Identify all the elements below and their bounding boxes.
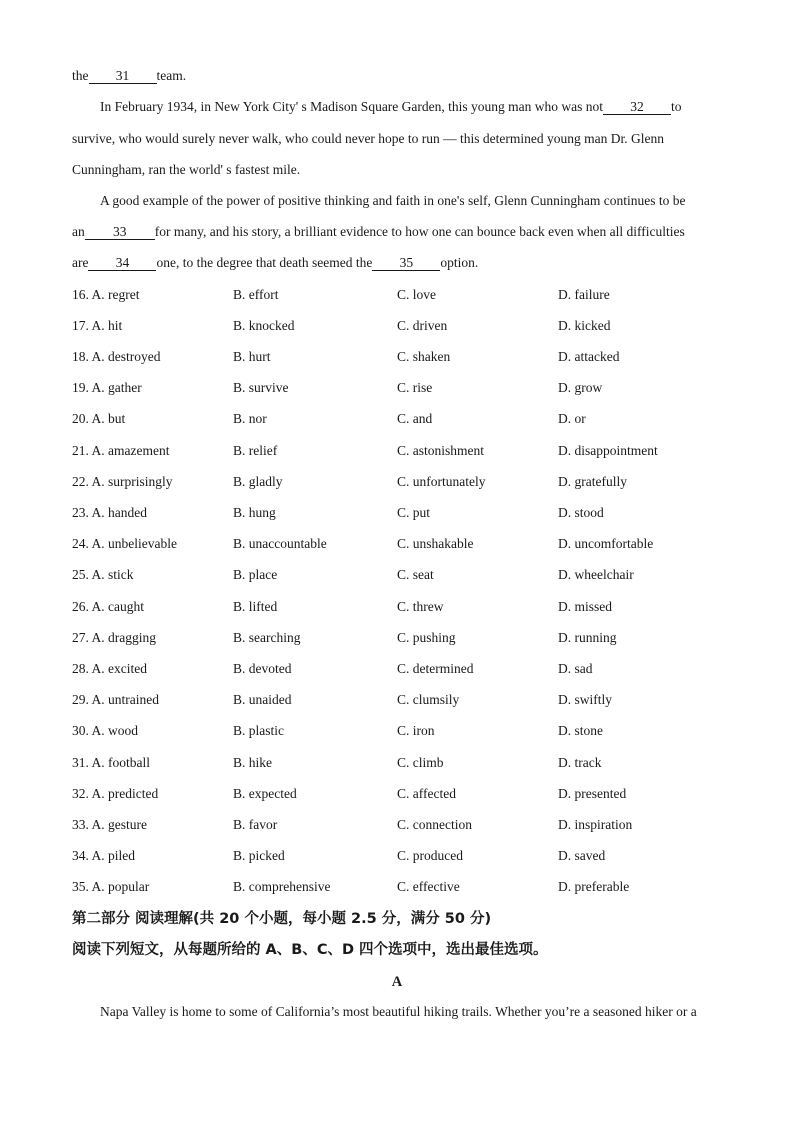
option-b: B. knocked — [233, 318, 295, 333]
option-a: 25. A. stick — [72, 567, 134, 582]
passage-line: A good example of the power of positive thinking and faith in one's self, Glenn Cunningham continues to be — [100, 193, 686, 208]
passage-line: Cunningham, ran the world' s fastest mile. — [72, 162, 301, 177]
option-b: B. expected — [233, 786, 297, 801]
option-b: B. hurt — [233, 349, 271, 364]
option-d: D. track — [558, 755, 602, 770]
option-d: D. wheelchair — [558, 567, 634, 582]
option-row — [72, 504, 732, 522]
option-row — [72, 286, 732, 304]
option-c: C. seat — [397, 567, 434, 582]
option-row — [72, 754, 732, 772]
option-a: 32. A. predicted — [72, 786, 159, 801]
option-b: B. gladly — [233, 474, 283, 489]
option-a: 24. A. unbelievable — [72, 536, 177, 551]
option-b: B. nor — [233, 411, 267, 426]
option-row — [72, 566, 732, 584]
text-fragment: are — [72, 255, 89, 270]
option-a: 23. A. handed — [72, 505, 147, 520]
text-fragment: to — [671, 99, 682, 114]
text-fragment: team. — [156, 68, 187, 83]
option-d: D. presented — [558, 786, 627, 801]
passage-line: Napa Valley is home to some of California’s most beautiful hiking trails. Whether you’re a seasoned hiker or a — [100, 1004, 697, 1019]
option-row — [72, 442, 732, 460]
answer-blank: 31 — [89, 68, 157, 84]
option-a: 22. A. surprisingly — [72, 474, 173, 489]
option-b: B. searching — [233, 630, 301, 645]
option-c: C. climb — [397, 755, 444, 770]
option-row — [72, 660, 732, 678]
option-c: C. iron — [397, 723, 435, 738]
option-a: 26. A. caught — [72, 599, 144, 614]
text-fragment: option. — [440, 255, 479, 270]
option-row — [72, 410, 732, 428]
text-fragment: the — [72, 68, 89, 83]
section-heading: 第二部分 阅读理解(共 20 个小题，每小题 2.5 分，满分 50 分) — [72, 911, 492, 927]
option-c: C. effective — [397, 879, 460, 894]
option-row — [72, 473, 732, 491]
answer-blank: 32 — [603, 99, 671, 115]
option-d: D. preferable — [558, 879, 630, 894]
option-row — [72, 348, 732, 366]
option-d: D. stone — [558, 723, 603, 738]
option-b: B. lifted — [233, 599, 278, 614]
option-row — [72, 847, 732, 865]
option-row — [72, 691, 732, 709]
option-c: C. clumsily — [397, 692, 460, 707]
option-a: 19. A. gather — [72, 380, 142, 395]
option-a: 33. A. gesture — [72, 817, 147, 832]
option-row — [72, 785, 732, 803]
option-row — [72, 598, 732, 616]
option-c: C. unfortunately — [397, 474, 486, 489]
option-row — [72, 535, 732, 553]
option-b: B. devoted — [233, 661, 292, 676]
option-d: D. swiftly — [558, 692, 612, 707]
option-c: C. love — [397, 287, 436, 302]
text-fragment: an — [72, 224, 85, 239]
section-instruction: 阅读下列短文，从每题所给的 A、B、C、D 四个选项中，选出最佳选项。 — [72, 942, 548, 958]
option-d: D. stood — [558, 505, 604, 520]
option-row — [72, 816, 732, 834]
option-a: 31. A. football — [72, 755, 150, 770]
option-d: D. attacked — [558, 349, 620, 364]
option-d: D. inspiration — [558, 817, 633, 832]
option-d: D. gratefully — [558, 474, 627, 489]
answer-blank: 34 — [88, 255, 156, 271]
option-c: C. rise — [397, 380, 433, 395]
option-a: 34. A. piled — [72, 848, 135, 863]
option-d: D. sad — [558, 661, 593, 676]
text-fragment: In February 1934, in New York City' s Madison Square Garden, this young man who was not — [100, 99, 604, 114]
option-row — [72, 878, 732, 896]
option-c: C. connection — [397, 817, 472, 832]
option-c: C. and — [397, 411, 433, 426]
option-a: 27. A. dragging — [72, 630, 156, 645]
option-a: 30. A. wood — [72, 723, 139, 738]
option-d: D. uncomfortable — [558, 536, 654, 551]
option-b: B. effort — [233, 287, 279, 302]
option-c: C. driven — [397, 318, 448, 333]
text-fragment: for many, and his story, a brilliant evidence to how one can bounce back even when all difficulties — [154, 224, 685, 239]
option-b: B. survive — [233, 380, 289, 395]
option-a: 21. A. amazement — [72, 443, 170, 458]
option-row — [72, 379, 732, 397]
option-d: D. kicked — [558, 318, 611, 333]
option-d: D. grow — [558, 380, 603, 395]
option-a: 20. A. but — [72, 411, 126, 426]
passage-line: survive, who would surely never walk, who could never hope to run — this determined young man Dr. Glenn — [72, 131, 665, 146]
option-c: C. determined — [397, 661, 474, 676]
option-c: C. astonishment — [397, 443, 484, 458]
option-a: 29. A. untrained — [72, 692, 159, 707]
option-a: 28. A. excited — [72, 661, 147, 676]
option-d: D. disappointment — [558, 443, 658, 458]
option-b: B. place — [233, 567, 278, 582]
option-b: B. relief — [233, 443, 278, 458]
answer-blank: 33 — [85, 224, 155, 240]
option-c: C. threw — [397, 599, 444, 614]
option-c: C. pushing — [397, 630, 456, 645]
answer-blank: 35 — [372, 255, 440, 271]
option-a: 18. A. destroyed — [72, 349, 161, 364]
option-row — [72, 722, 732, 740]
option-d: D. or — [558, 411, 586, 426]
option-d: D. failure — [558, 287, 610, 302]
passage-line — [100, 98, 722, 116]
option-b: B. hike — [233, 755, 272, 770]
option-b: B. hung — [233, 505, 276, 520]
option-b: B. favor — [233, 817, 278, 832]
option-a: 35. A. popular — [72, 879, 150, 894]
passage-line — [72, 254, 722, 272]
option-a: 16. A. regret — [72, 287, 140, 302]
option-row — [72, 317, 732, 335]
option-c: C. put — [397, 505, 431, 520]
option-c: C. unshakable — [397, 536, 474, 551]
option-d: D. saved — [558, 848, 606, 863]
option-row — [72, 629, 732, 647]
option-a: 17. A. hit — [72, 318, 123, 333]
option-d: D. running — [558, 630, 617, 645]
passage-line — [72, 223, 722, 241]
option-c: C. produced — [397, 848, 463, 863]
passage-label: A — [391, 974, 403, 990]
passage-line — [72, 67, 722, 85]
option-c: C. shaken — [397, 349, 451, 364]
option-b: B. unaccountable — [233, 536, 327, 551]
option-d: D. missed — [558, 599, 612, 614]
option-b: B. unaided — [233, 692, 292, 707]
option-b: B. plastic — [233, 723, 284, 738]
option-c: C. affected — [397, 786, 456, 801]
text-fragment: one, to the degree that death seemed the — [156, 255, 373, 270]
option-b: B. picked — [233, 848, 285, 863]
option-b: B. comprehensive — [233, 879, 331, 894]
